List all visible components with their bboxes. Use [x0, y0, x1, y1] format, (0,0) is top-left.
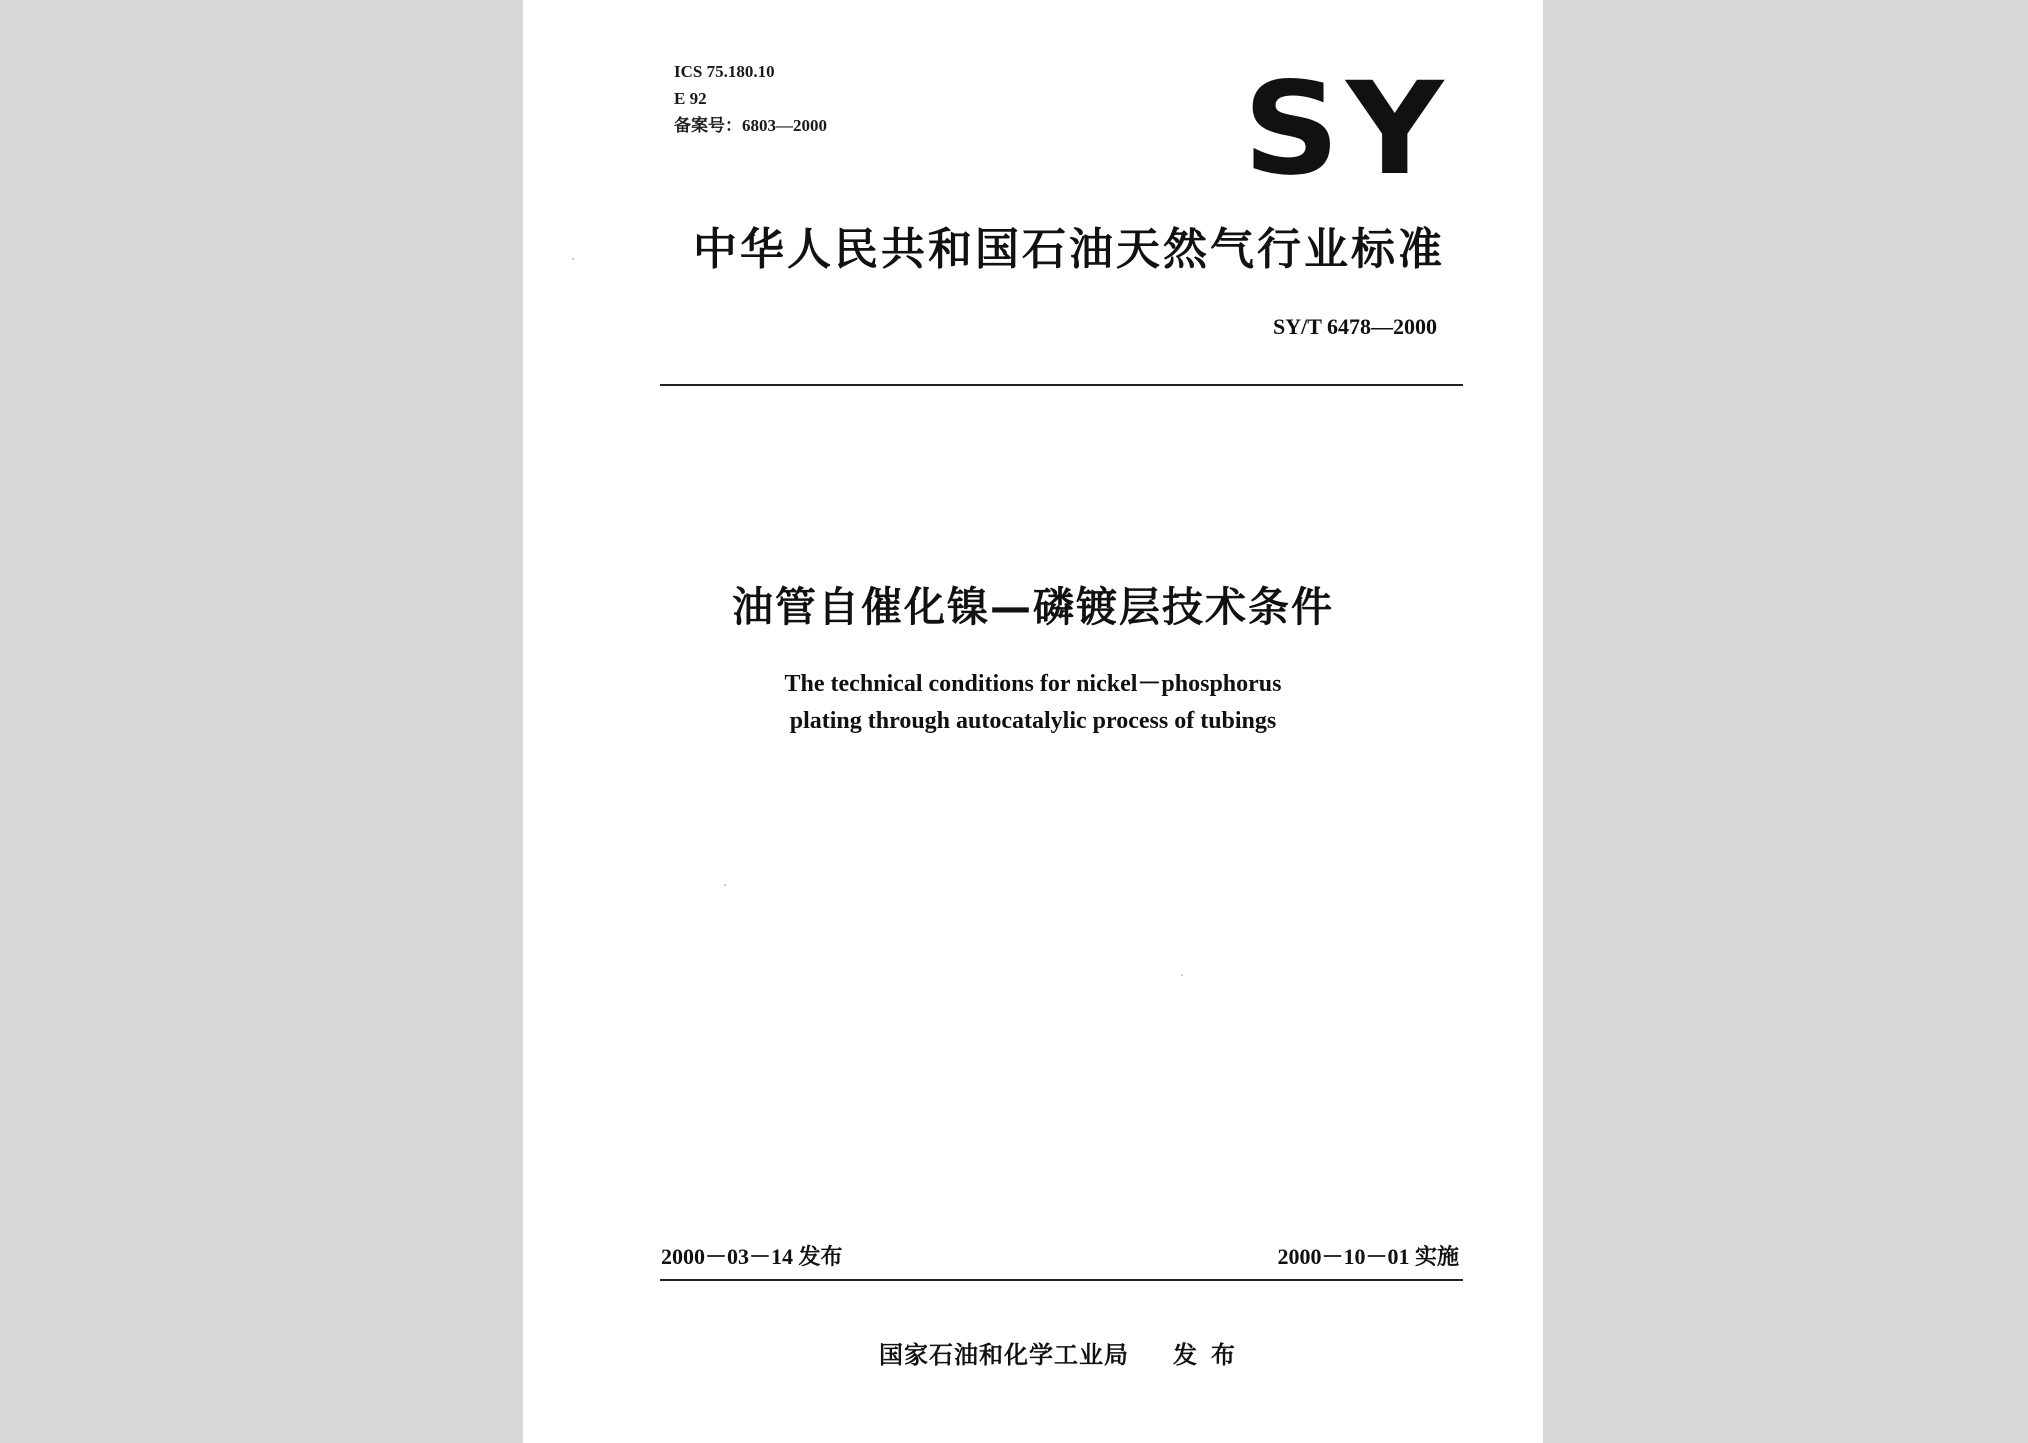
ics-code: ICS 75.180.10 [674, 62, 775, 81]
publisher-organization: 国家石油和化学工业局 [879, 1341, 1129, 1369]
standard-series-title: 中华人民共和国石油天然气行业标准 [693, 224, 1445, 275]
document-title-chinese: 油管自催化镍—磷镀层技术条件 [732, 583, 1334, 631]
header-divider [660, 384, 1463, 386]
publish-action: 发布 [1173, 1341, 1249, 1369]
scan-speck [572, 258, 574, 260]
english-title-line-1: The technical conditions for nickel－phosphorus [784, 671, 1282, 697]
standard-code: SY/T 6478—2000 [1272, 314, 1437, 339]
header-metadata [674, 58, 827, 139]
sy-logo: SY [1243, 55, 1450, 204]
english-title-line-2: plating through autocatalylic process of tubings [789, 708, 1277, 734]
document-page [523, 0, 1543, 1443]
implementation-date: 2000－10－01 实施 [1277, 1244, 1459, 1269]
footer-divider [660, 1279, 1463, 1281]
classification-code: E 92 [674, 89, 707, 108]
document-title-english [523, 666, 1543, 740]
record-number: 备案号：6803—2000 [674, 116, 827, 135]
publisher-line [879, 1335, 1249, 1370]
issue-date: 2000－03－14 发布 [661, 1244, 843, 1269]
scan-speck [1181, 974, 1183, 976]
scan-speck [724, 884, 726, 886]
